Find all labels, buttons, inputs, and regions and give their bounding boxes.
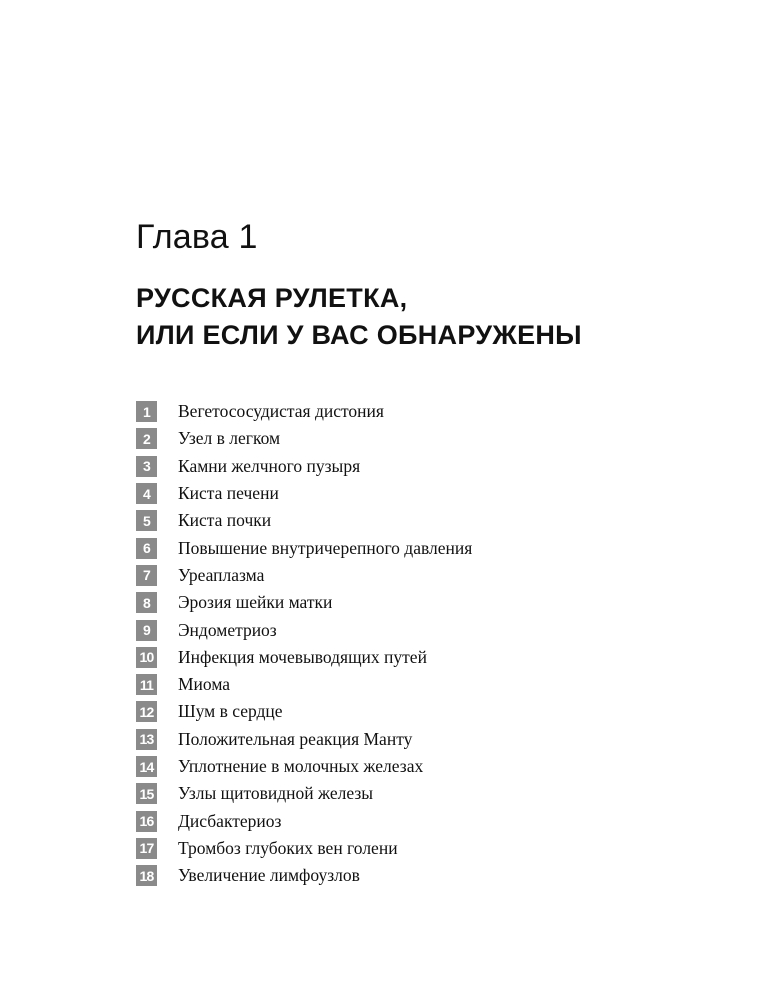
number-badge: 2: [136, 428, 157, 449]
list-item: [136, 862, 472, 889]
topic-text: Дисбактериоз: [178, 810, 282, 831]
list-item: [136, 480, 472, 507]
number-badge: 1: [136, 401, 157, 422]
topic-text: Узел в легком: [178, 428, 281, 449]
list-item: [136, 671, 472, 698]
list-item: [136, 780, 472, 807]
topic-text: Камни желчного пузыря: [178, 455, 361, 476]
number-badge: 3: [136, 456, 157, 477]
topic-text: Эрозия шейки матки: [178, 592, 333, 613]
list-item: [136, 616, 472, 643]
number-badge: 8: [136, 592, 157, 613]
topic-text: Эндометриоз: [178, 619, 277, 640]
number-badge: 6: [136, 538, 157, 559]
list-item: [136, 534, 472, 561]
number-badge: 17: [136, 838, 157, 859]
list-item: [136, 589, 472, 616]
number-badge: 11: [136, 674, 157, 695]
topic-text: Повышение внутричерепного давления: [178, 537, 473, 558]
number-badge: 14: [136, 756, 157, 777]
topic-text: Шум в сердце: [178, 701, 283, 722]
topic-text: Уреаплазма: [178, 564, 265, 585]
topic-text: Узлы щитовидной железы: [178, 783, 374, 804]
topic-text: Уплотнение в молочных железах: [178, 756, 424, 776]
list-item: [136, 726, 472, 753]
number-badge: 4: [136, 483, 157, 504]
number-badge: 10: [136, 647, 157, 668]
chapter-title: [136, 280, 736, 354]
number-badge: 12: [136, 701, 157, 722]
topic-text: Тромбоз глубоких вен голени: [178, 837, 398, 858]
topic-text: Увеличение лимфоузлов: [178, 865, 360, 886]
list-item: [136, 453, 472, 480]
list-item: [136, 507, 472, 534]
topic-text: Инфекция мочевыводящих путей: [178, 646, 427, 667]
topic-text: Вегетососудистая дистония: [178, 401, 384, 422]
list-item: [136, 807, 472, 834]
number-badge: 18: [136, 865, 157, 886]
list-item: [136, 398, 472, 425]
list-item: [136, 562, 472, 589]
chapter-label: Глава 1: [136, 218, 258, 256]
number-badge: 16: [136, 811, 157, 832]
number-badge: 7: [136, 565, 157, 586]
number-badge: 5: [136, 510, 157, 531]
chapter-title-line: РУССКАЯ РУЛЕТКА,: [136, 283, 408, 313]
list-item: [136, 425, 472, 452]
topic-text: Положительная реакция Манту: [178, 728, 413, 749]
topic-text: Киста печени: [178, 483, 279, 504]
number-badge: 13: [136, 729, 157, 750]
number-badge: 9: [136, 620, 157, 641]
topic-text: Киста почки: [178, 510, 272, 531]
list-item: [136, 753, 472, 780]
topic-text: Миома: [178, 674, 231, 695]
list-item: [136, 835, 472, 862]
list-item: [136, 698, 472, 725]
list-item: [136, 644, 472, 671]
topic-list: [136, 398, 472, 889]
number-badge: 15: [136, 783, 157, 804]
chapter-title-line: ИЛИ ЕСЛИ У ВАС ОБНАРУЖЕНЫ: [136, 320, 582, 350]
